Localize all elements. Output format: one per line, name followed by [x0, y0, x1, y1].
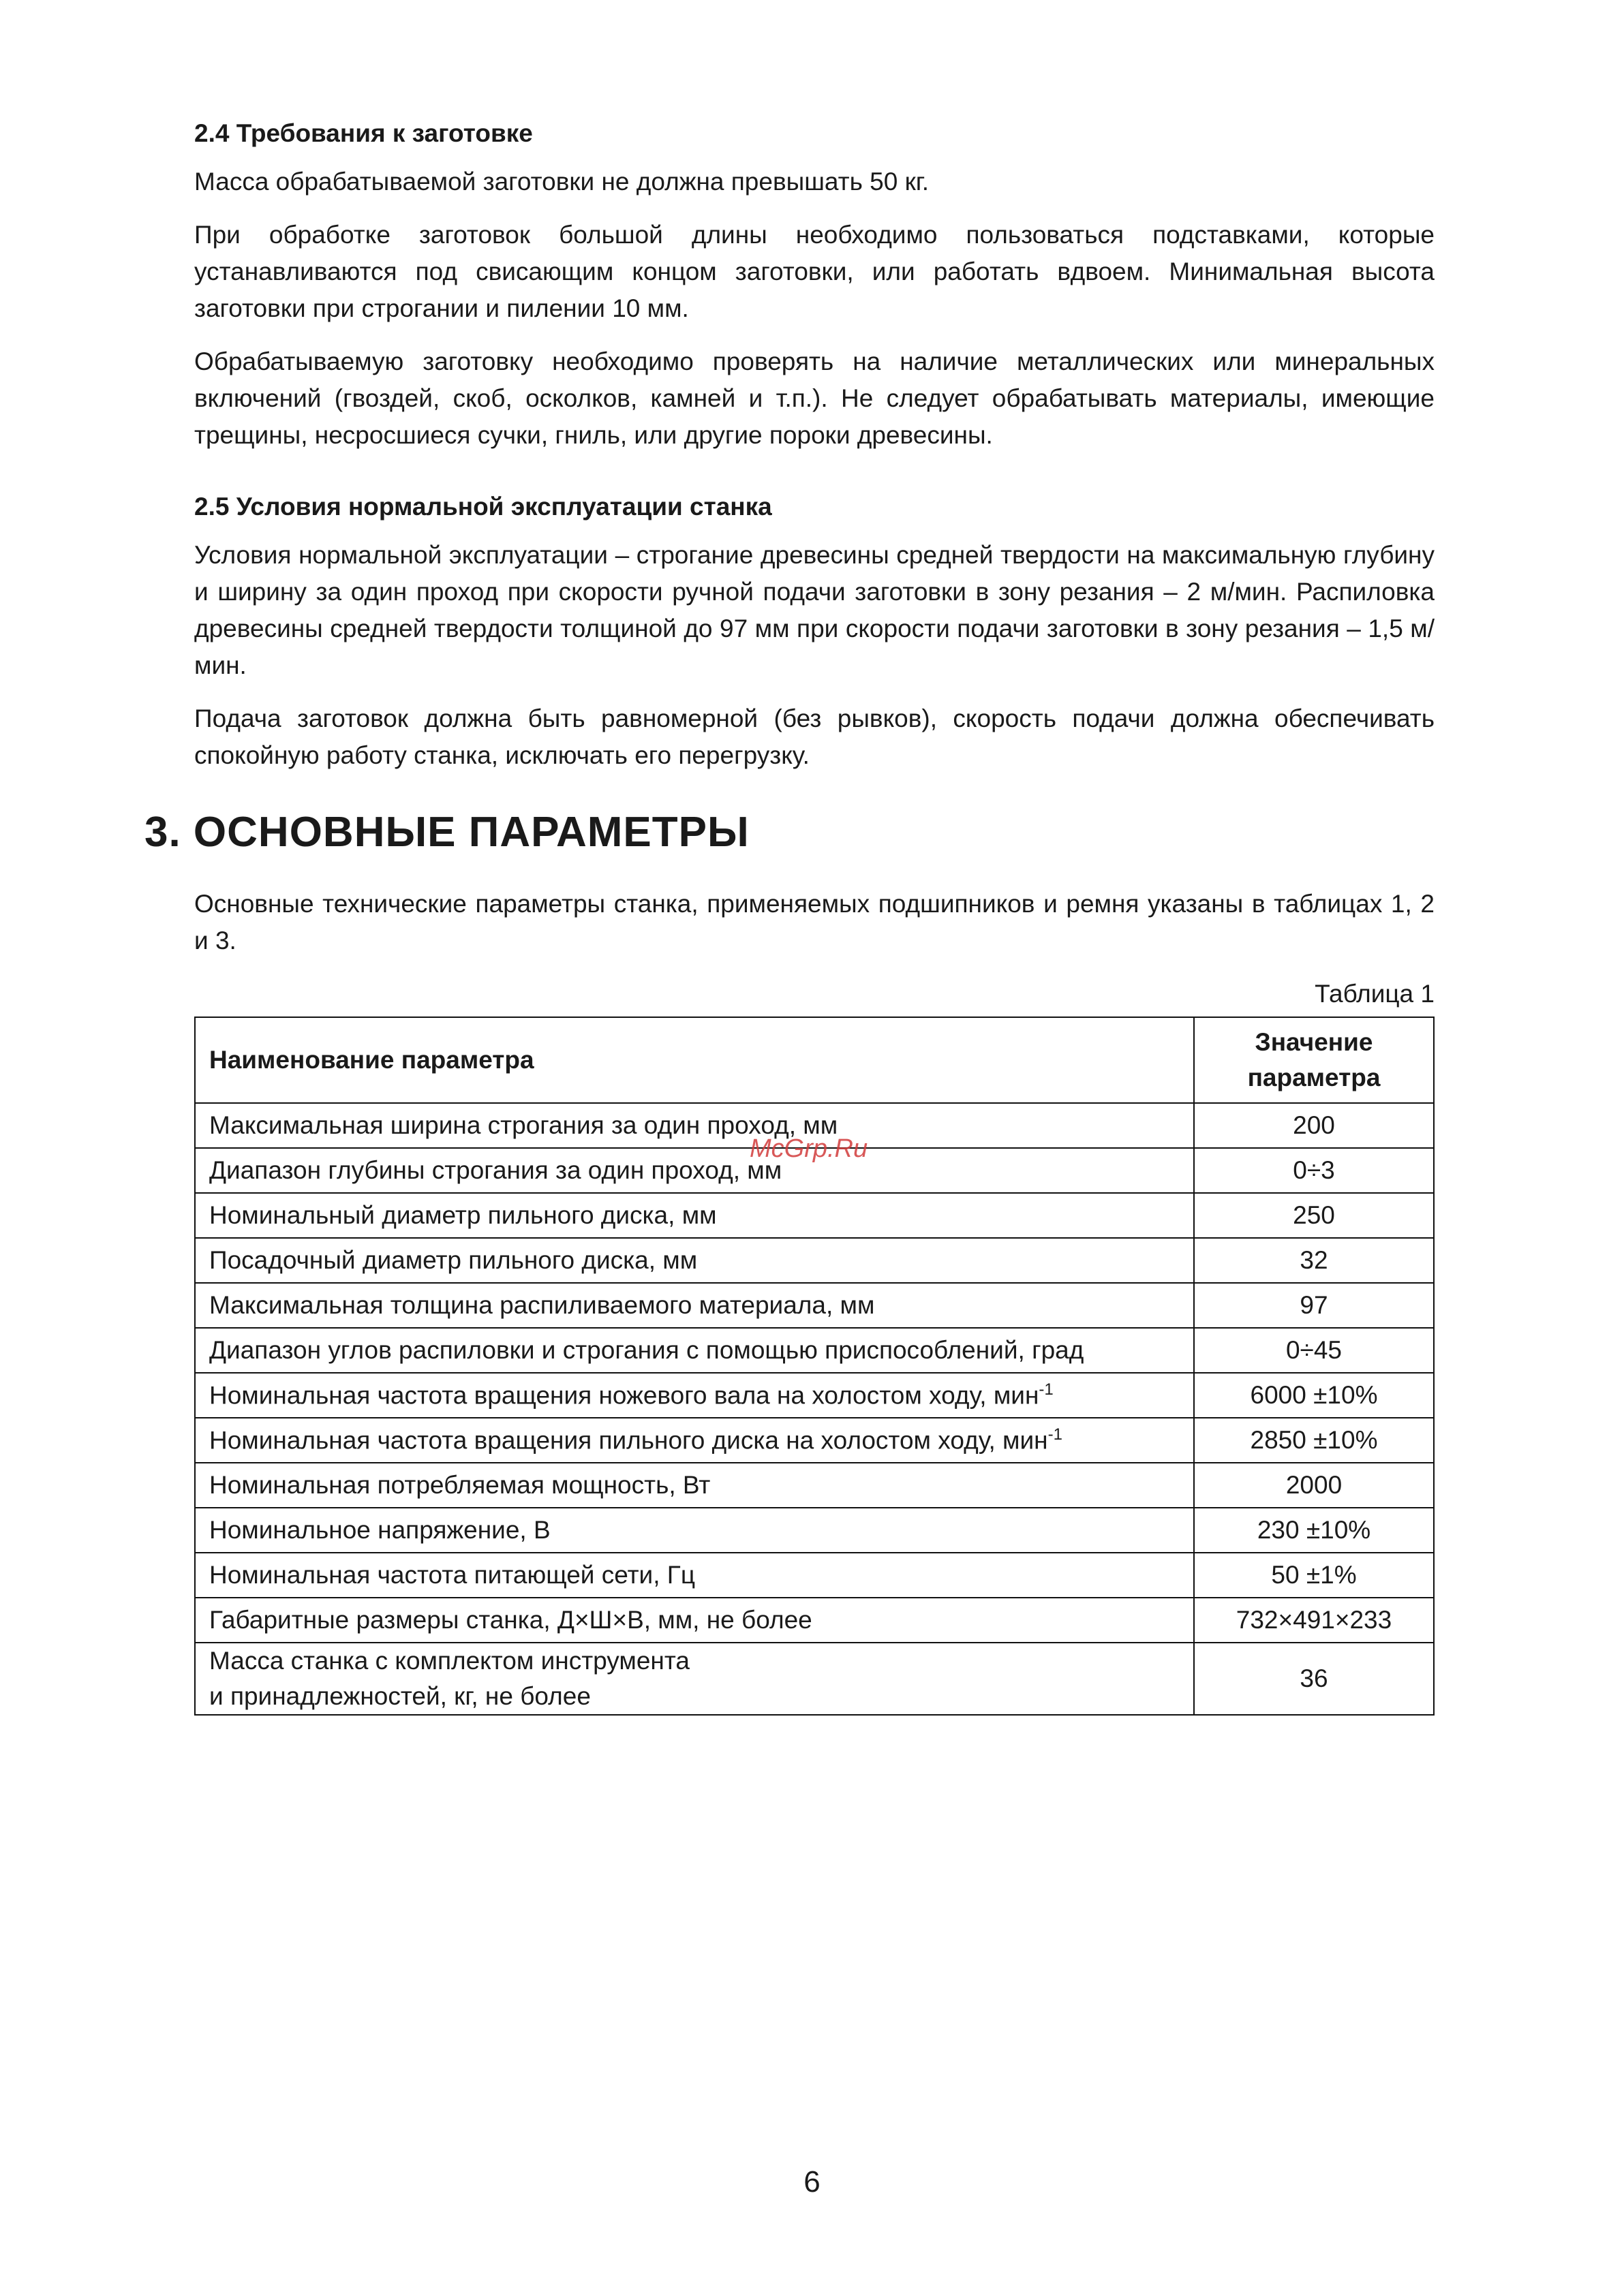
- param-value: 97: [1194, 1283, 1434, 1328]
- param-name: [195, 1553, 1194, 1598]
- table-header-row: [195, 1017, 1434, 1103]
- table-row: [195, 1598, 1434, 1643]
- param-name-text: Максимальная толщина распиливаемого материала, мм: [209, 1291, 875, 1319]
- param-value: 732×491×233: [1194, 1598, 1434, 1643]
- table-row: [195, 1463, 1434, 1508]
- param-name-text: Максимальная ширина строгания за один проход, мм: [209, 1111, 838, 1139]
- subsection-2-5-title: 2.5 Условия нормальной эксплуатации станка: [194, 493, 772, 521]
- param-value: 32: [1194, 1238, 1434, 1283]
- parameters-table: [194, 1017, 1435, 1716]
- param-name-line2: и принадлежностей, кг, не более: [209, 1682, 591, 1710]
- param-name: [195, 1373, 1194, 1418]
- param-value: 2850 ±10%: [1194, 1418, 1434, 1463]
- param-name-text: Номинальная частота вращения пильного диска на холостом ходу, мин: [209, 1426, 1048, 1455]
- param-name: [195, 1328, 1194, 1373]
- param-unit-exponent: -1: [1047, 1425, 1062, 1444]
- paragraph-feed-rate: Подача заготовок должна быть равномерной (без рывков), скорость подачи должна обеспечивать спокойную работу станка, исключать его перегрузку.: [194, 704, 1435, 769]
- param-name-text: Номинальная потребляемая мощность, Вт: [209, 1471, 711, 1499]
- table-row: [195, 1508, 1434, 1553]
- param-name: [195, 1283, 1194, 1328]
- table-row: [195, 1193, 1434, 1238]
- paragraph-mass-limit: Масса обрабатываемой заготовки не должна превышать 50 кг.: [194, 168, 930, 196]
- param-name: [195, 1148, 1194, 1193]
- param-value: 36: [1194, 1643, 1434, 1715]
- param-name-text: Номинальная частота питающей сети, Гц: [209, 1561, 696, 1589]
- param-name: [195, 1643, 1194, 1715]
- param-name: [195, 1463, 1194, 1508]
- param-name: [195, 1193, 1194, 1238]
- param-unit-exponent: -1: [1039, 1380, 1054, 1399]
- param-name-text: Номинальная частота вращения ножевого вала на холостом ходу, мин: [209, 1381, 1039, 1410]
- header-value-line2: параметра: [1247, 1064, 1381, 1091]
- table-row: [195, 1283, 1434, 1328]
- header-parameter-name: Наименование параметра: [195, 1017, 1194, 1103]
- paragraph-normal-operation: Условия нормальной эксплуатации – строгание древесины средней твердости на максимальную глубину и ширину за один проход при скорости ручной подачи заготовки в зону резания – 2 м/мин. Распиловка древесины средней твердости толщиной до 97 мм при скорости подачи заготовки в зону резания – 1,5 м/мин.: [194, 541, 1435, 679]
- param-name-text: Номинальное напряжение, В: [209, 1516, 551, 1544]
- section-3-content: [194, 886, 1435, 1716]
- table-row: [195, 1373, 1434, 1418]
- table-caption: Таблица 1: [1315, 980, 1435, 1008]
- table-row: [195, 1328, 1434, 1373]
- param-name-text: Габаритные размеры станка, Д×Ш×В, мм, не более: [209, 1606, 812, 1634]
- param-name-line1: Масса станка с комплектом инструмента: [209, 1647, 690, 1675]
- header-parameter-value: [1194, 1017, 1434, 1103]
- param-value: 2000: [1194, 1463, 1434, 1508]
- param-name-text: Диапазон углов распиловки и строгания с помощью приспособлений, град: [209, 1336, 1084, 1364]
- param-name: [195, 1418, 1194, 1463]
- watermark: McGrp.Ru: [750, 1134, 868, 1163]
- paragraph-parameters-intro: Основные технические параметры станка, применяемых подшипников и ремня указаны в таблицах 1, 2 и 3.: [194, 890, 1435, 955]
- section-2-content: [194, 116, 1435, 790]
- section-3-title: 3. ОСНОВНЫЕ ПАРАМЕТРЫ: [144, 809, 750, 856]
- param-name: [195, 1508, 1194, 1553]
- param-value: 230 ±10%: [1194, 1508, 1434, 1553]
- param-value: 6000 ±10%: [1194, 1373, 1434, 1418]
- param-name-text: Номинальный диаметр пильного диска, мм: [209, 1201, 717, 1229]
- param-name-text: Диапазон глубины строгания за один проход, мм: [209, 1156, 782, 1184]
- paragraph-long-workpieces: При обработке заготовок большой длины необходимо пользоваться подставками, которые устанавливаются под свисающим концом заготовки, или работать вдвоем. Минимальная высота заготовки при строгании и пилении 10 мм.: [194, 221, 1435, 322]
- header-value-line1: Значение: [1255, 1028, 1373, 1056]
- table-body: [195, 1103, 1434, 1643]
- param-value: 50 ±1%: [1194, 1553, 1434, 1598]
- param-value: 0÷3: [1194, 1148, 1434, 1193]
- param-value: 250: [1194, 1193, 1434, 1238]
- table-row: [195, 1238, 1434, 1283]
- paragraph-inclusions-check: Обрабатываемую заготовку необходимо проверять на наличие металлических или минеральных включений (гвоздей, скоб, осколков, камней и т.п.). Не следует обрабатывать материалы, имеющие трещины, несросшиеся сучки, гниль, или другие пороки древесины.: [194, 347, 1435, 449]
- param-name-text: Посадочный диаметр пильного диска, мм: [209, 1246, 698, 1274]
- param-value: 200: [1194, 1103, 1434, 1148]
- page-number: 6: [803, 2165, 821, 2199]
- table-row: [195, 1418, 1434, 1463]
- param-name: [195, 1238, 1194, 1283]
- param-value: 0÷45: [1194, 1328, 1434, 1373]
- param-name: [195, 1103, 1194, 1148]
- param-name: [195, 1598, 1194, 1643]
- table-row: [195, 1643, 1434, 1715]
- subsection-2-4-title: 2.4 Требования к заготовке: [194, 119, 533, 147]
- table-row: [195, 1553, 1434, 1598]
